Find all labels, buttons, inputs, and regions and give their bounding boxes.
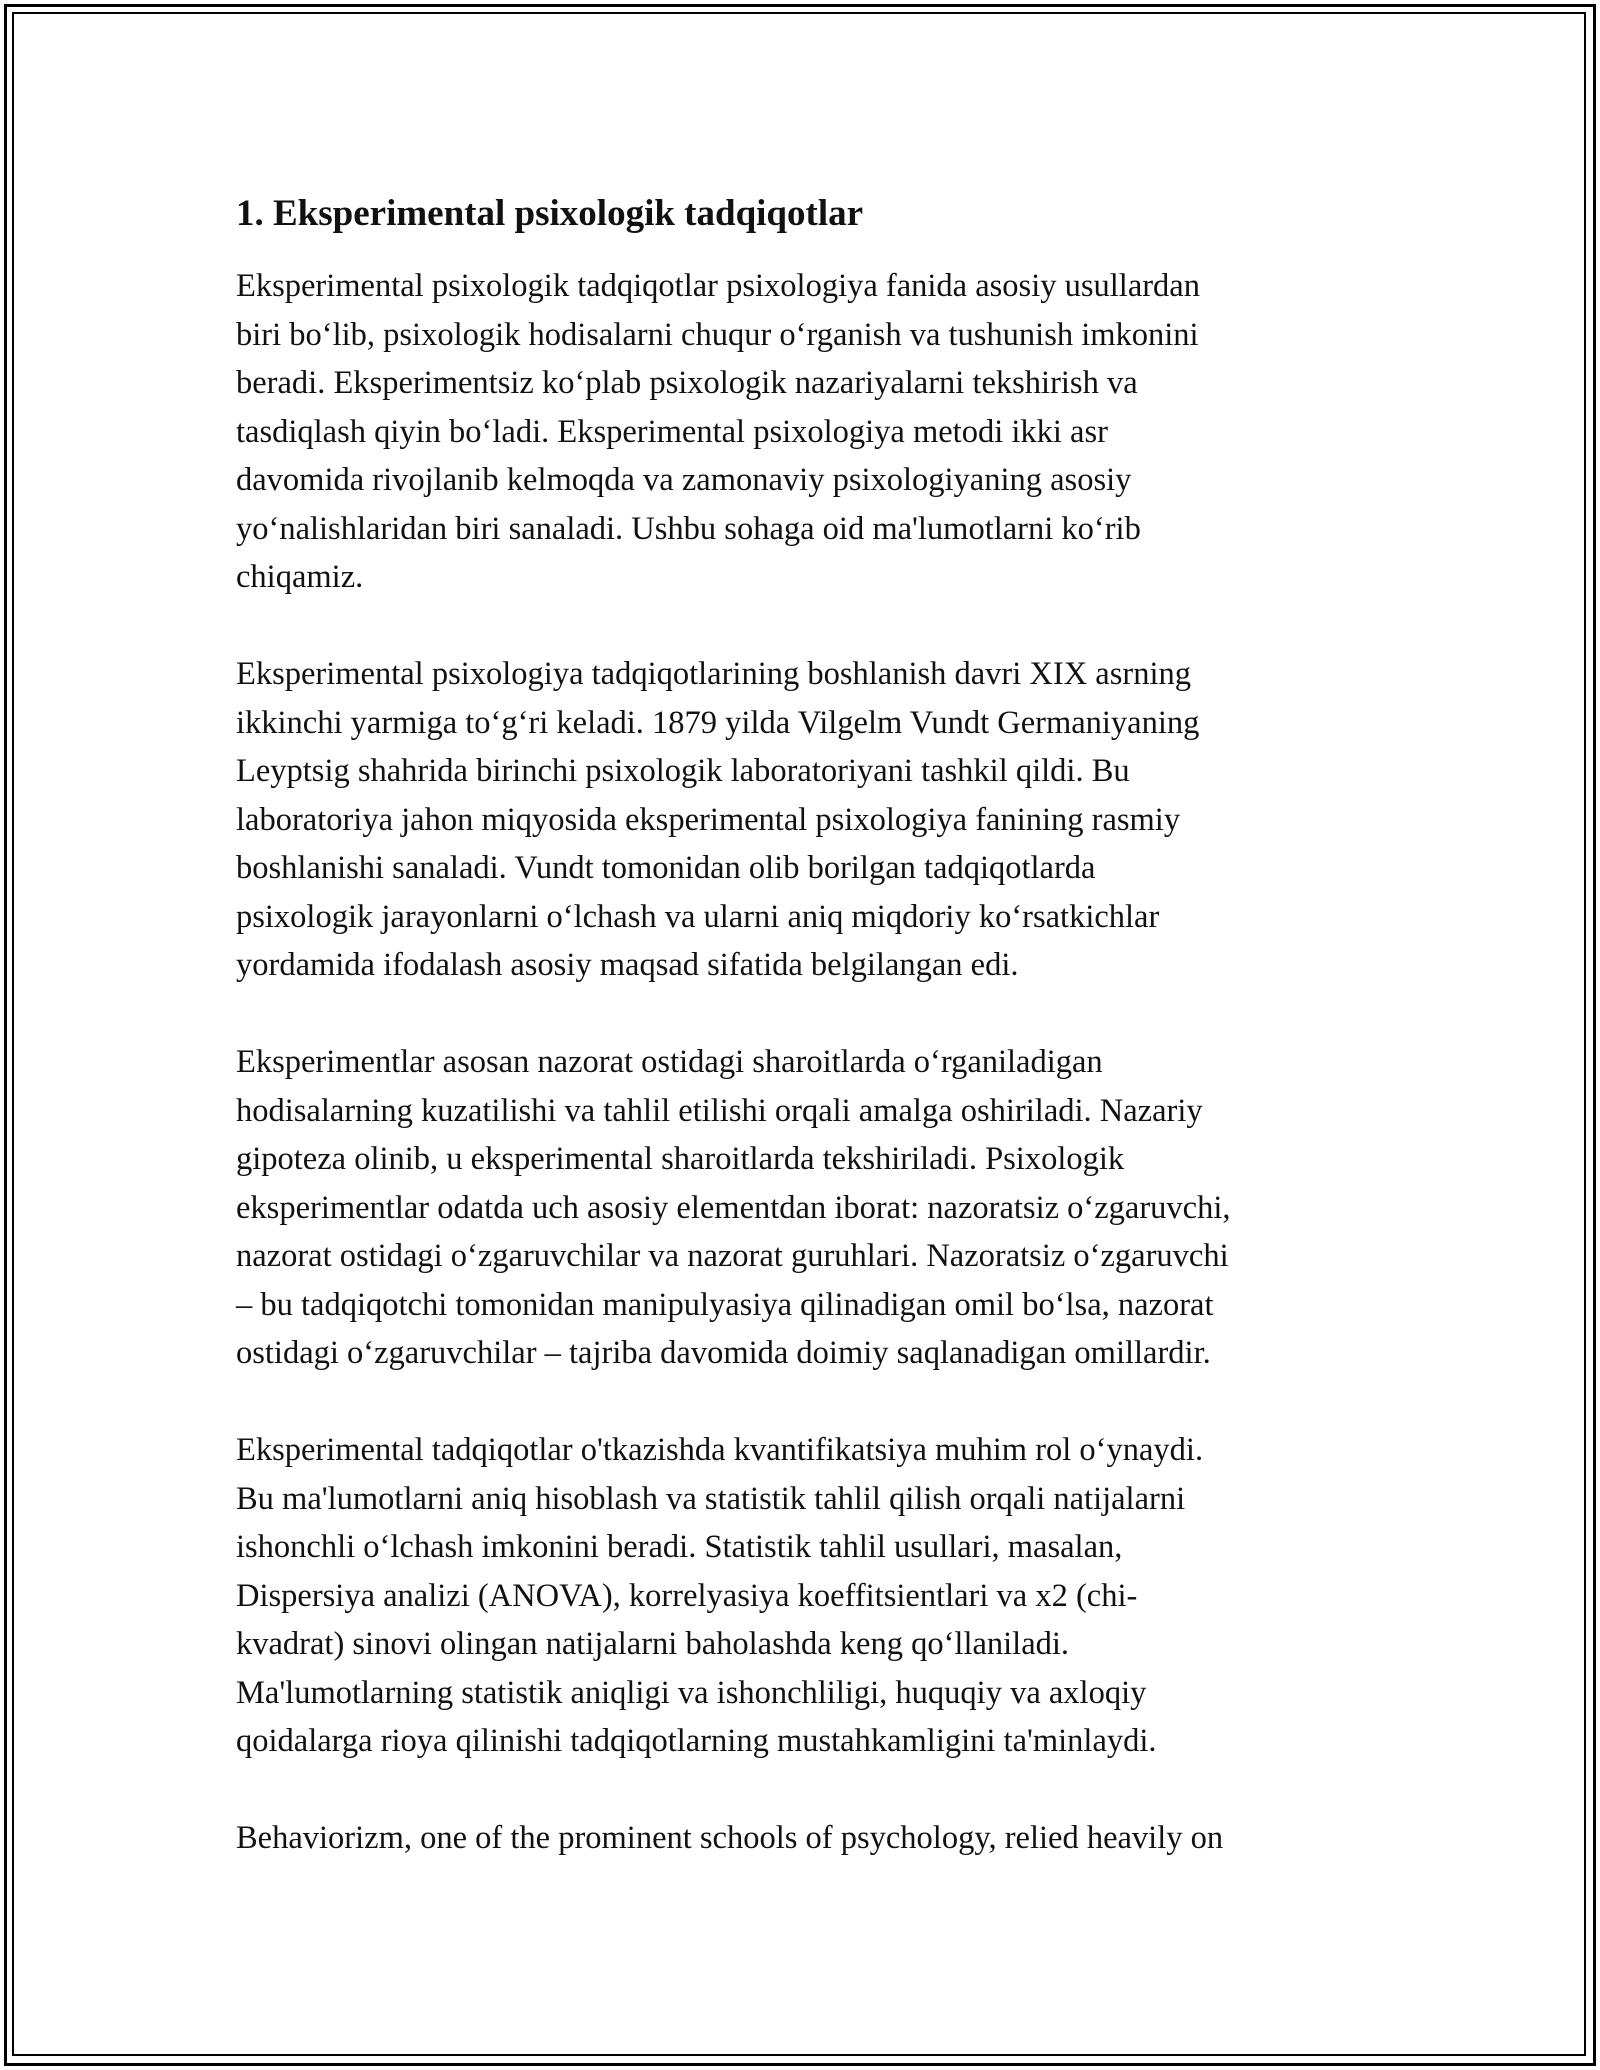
paragraph-line: Leyptsig shahrida birinchi psixologik laboratoriyani tashkil qildi. Bu (236, 753, 1130, 789)
paragraph (236, 1814, 1366, 1863)
paragraph-line: yordamida ifodalash asosiy maqsad sifatida belgilangan edi. (236, 947, 1019, 983)
paragraph-line: davomida rivojlanib kelmoqda va zamonaviy psixologiyaning asosiy (236, 462, 1132, 498)
paragraph-line: Eksperimentlar asosan nazorat ostidagi sharoitlarda o‘rganiladigan (236, 1044, 1103, 1080)
paragraph-line: Eksperimental tadqiqotlar o'tkazishda kvantifikatsiya muhim rol o‘ynaydi. (236, 1432, 1204, 1468)
paragraph-line: gipoteza olinib, u eksperimental sharoitlarda tekshiriladi. Psixologik (236, 1141, 1125, 1177)
paragraph-line: Behaviorizm, one of the prominent schools of psychology, relied heavily on (236, 1820, 1224, 1856)
paragraph-line: boshlanishi sanaladi. Vundt tomonidan olib borilgan tadqiqotlarda (236, 850, 1096, 886)
paragraph-line: beradi. Eksperimentsiz ko‘plab psixologik nazariyalarni tekshirish va (236, 365, 1138, 401)
paragraph-container (236, 262, 1366, 1863)
document-heading: 1. Eksperimental psixologik tadqiqotlar (236, 193, 864, 234)
paragraph-line: nazorat ostidagi o‘zgaruvchilar va nazorat guruhlari. Nazoratsiz o‘zgaruvchi (236, 1238, 1229, 1274)
paragraph-line: ostidagi o‘zgaruvchilar – tajriba davomida doimiy saqlanadigan omillardir. (236, 1335, 1211, 1371)
paragraph (236, 262, 1366, 602)
paragraph-line: Bu ma'lumotlarni aniq hisoblash va statistik tahlil qilish orqali natijalarni (236, 1480, 1186, 1517)
paragraph-line: Eksperimental psixologiya tadqiqotlarining boshlanish davri XIX asrning (236, 656, 1191, 692)
paragraph-line: laboratoriya jahon miqyosida eksperimental psixologiya fanining rasmiy (236, 801, 1181, 838)
paragraph-line: kvadrat) sinovi olingan natijalarni baholashda keng qo‘llaniladi. (236, 1626, 1070, 1662)
paragraph-line: – bu tadqiqotchi tomonidan manipulyasiya qilinadigan omil bo‘lsa, nazorat (236, 1286, 1214, 1323)
paragraph-line: psixologik jarayonlarni o‘lchash va ularni aniq miqdoriy ko‘rsatkichlar (236, 898, 1160, 935)
paragraph-line: Ma'lumotlarning statistik aniqligi va ishonchliligi, huquqiy va axloqiy (236, 1674, 1147, 1711)
paragraph-line: Dispersiya analizi (ANOVA), korrelyasiya koeffitsientlari va x2 (chi- (236, 1577, 1138, 1614)
paragraph-line: biri bo‘lib, psixologik hodisalarni chuqur o‘rganish va tushunish imkonini (236, 316, 1199, 353)
paragraph-line: Eksperimental psixologik tadqiqotlar psixologiya fanida asosiy usullardan (236, 268, 1200, 304)
document-body (236, 188, 1366, 1911)
paragraph (236, 1038, 1366, 1378)
paragraph-line: chiqamiz. (236, 559, 364, 595)
paragraph-line: hodisalarning kuzatilishi va tahlil etilishi orqali amalga oshiriladi. Nazariy (236, 1092, 1203, 1129)
paragraph-line: ishonchli o‘lchash imkonini beradi. Statistik tahlil usullari, masalan, (236, 1529, 1123, 1565)
paragraph-line: yo‘nalishlaridan biri sanaladi. Ushbu sohaga oid ma'lumotlarni ko‘rib (236, 510, 1141, 547)
paragraph-line: ikkinchi yarmiga to‘g‘ri keladi. 1879 yilda Vilgelm Vundt Germaniyaning (236, 704, 1200, 741)
paragraph-line: qoidalarga rioya qilinishi tadqiqotlarning mustahkamligini ta'minlaydi. (236, 1723, 1157, 1759)
paragraph (236, 1426, 1366, 1766)
paragraph (236, 650, 1366, 990)
paragraph-line: tasdiqlash qiyin bo‘ladi. Eksperimental psixologiya metodi ikki asr (236, 413, 1108, 450)
paragraph-line: eksperimentlar odatda uch asosiy elementdan iborat: nazoratsiz o‘zgaruvchi, (236, 1189, 1231, 1226)
